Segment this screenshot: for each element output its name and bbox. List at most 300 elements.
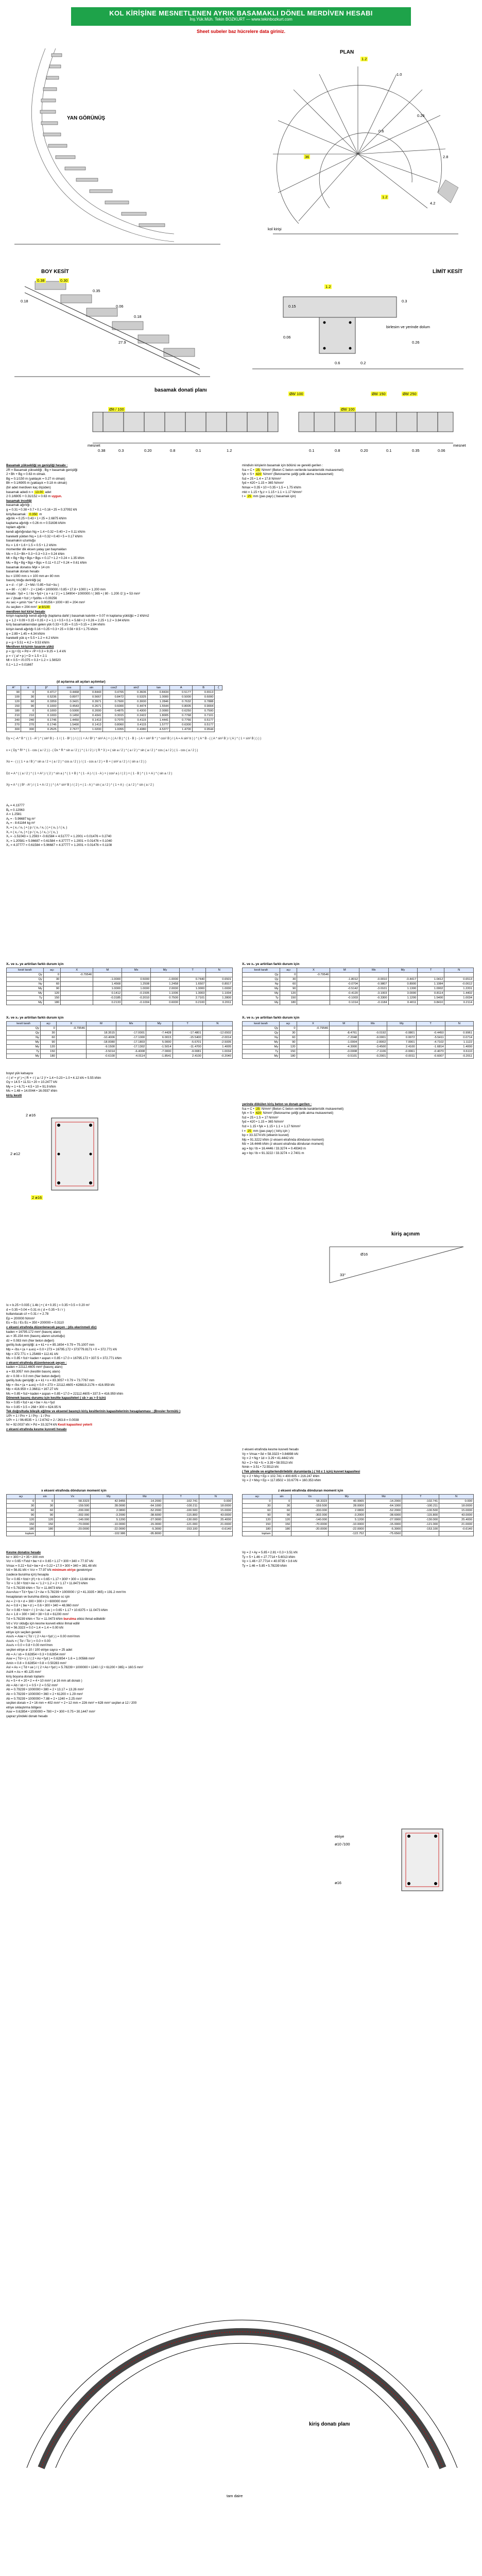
table-cell: 0.1746 — [36, 718, 58, 723]
table-row — [243, 1532, 474, 1536]
table-cell: -64.1000 — [365, 1504, 402, 1509]
calc-line: Td = 5.78239 kNm < Tcr = 11.8473 kNm — [6, 1586, 63, 1590]
kiris-acinim-drawing — [319, 1236, 474, 1293]
table-cell: 0 — [41, 1026, 57, 1031]
calc-line: c ekseni etrafında düzenlenecek peçen : (dis ekerinmeli diz) — [6, 1325, 97, 1329]
calc-line: 2R = Basamak yüksekliği ; Bg = basamak genişliği — [6, 468, 78, 472]
calc-line: Ao = 0.8 • ( bw • d ) = 0.6 • 300 • 340 = 48.960 mm² — [6, 1604, 79, 1608]
table-cell: Ny — [7, 982, 44, 987]
table-cell: 0.1413 — [80, 718, 103, 723]
tbl-c-caption: X₁ ve x₂ ye artirilan farklı durum için — [6, 1016, 64, 1020]
calc-line: Mt = Bg • Bg • Bgs • Bgs = 0.17 • 1.2 • 0.24 = 1.35 kNm — [6, 556, 84, 561]
calc-line: basamak donatı hesabı — [6, 570, 40, 574]
table-cell: -102.741 — [163, 1499, 199, 1504]
calc-line: kiriş boyuna donatı toplamı — [6, 1674, 44, 1679]
table-cell: -0.4120 — [330, 991, 359, 996]
table-cell: 0.7766 — [170, 718, 193, 723]
table-cell: 0.4300 — [125, 709, 148, 714]
donati-tag-a: Ø8 / 100 — [109, 407, 124, 412]
table-header-cell: sin — [272, 1495, 291, 1499]
calc-line: etriye sıklaştırma bölgesi — [6, 1705, 42, 1709]
table-cell: 42.9455 — [91, 1499, 127, 1504]
table-cell: -17.1803 — [116, 1040, 146, 1045]
calc-line: bz = 300 • 2 • 35 • 300 mm — [6, 1555, 44, 1559]
table-cell: -115.800 — [402, 1513, 439, 1518]
calc-line: kirişin kendi ağırlığı 0.16 • 0.25 • 0.3 • 25 = 0.56 • 8.5 • 1.75 kN/m — [6, 627, 98, 631]
table-cell — [330, 1026, 358, 1031]
calc-line: a= √ (bsab • fcd ) • fyd/bs = 0.00256 — [6, 596, 57, 600]
calc-line: Ml = 0.5 • √0.075 = 0.3 • 1.2 = 1.56520 — [6, 658, 61, 663]
calc-line: Mz = 16.4446 kNm (z ekseni etrafında dönduran moment) — [242, 1142, 324, 1146]
calc-line: 1/Pr = 1 / 96.6535 + 1 / 2.6742 = 2 / 263.8 = 0.0038 — [6, 1418, 79, 1422]
calc-line: hareketli yükten Nq = 1.6 • 0.32 • 0.40 • 5 = 0.17 kN/m — [6, 534, 83, 538]
table-cell: 120 — [272, 1518, 291, 1522]
calc-line: (bir adet merdiven kaç ölçüden) — [6, 485, 51, 489]
table-cell: 0.5325 — [125, 695, 148, 700]
table-header-cell: α — [21, 686, 36, 690]
etriye-spec: ø10 /100 — [335, 1842, 350, 1846]
table-cell: Ny — [243, 982, 280, 987]
table-cell — [206, 973, 233, 977]
table-cell: -0.1004 — [122, 1001, 151, 1005]
table-cell: 0.4468 — [58, 690, 80, 695]
table-cell: 1.0000 — [206, 987, 233, 991]
calc-left-1 — [6, 464, 233, 667]
table-cell: -1.0004 — [330, 1040, 358, 1045]
calc-line: 2 0.1/6905 + 0.31/152 = 0.63 m uygun. — [6, 495, 62, 499]
table-cell: 90 — [21, 704, 36, 709]
calc-line: mindivin kirişlerin basamak için bölünü ve gerekli gerilen : — [242, 464, 323, 467]
table-cell: 2.7101 — [179, 996, 205, 1001]
calc-line: 1/Pr = 1 / Prx + 1 / Pry - 1 / Pro — [6, 1414, 50, 1418]
table-cell: 6.0015 — [146, 1036, 173, 1040]
table-cell: -0.0008 — [330, 1049, 358, 1054]
table-cell: -3.0101 — [359, 987, 389, 991]
table-cell: 0.6250 — [170, 709, 193, 714]
table-cell: -0.6140 — [439, 1527, 474, 1532]
table-cell — [297, 1031, 329, 1036]
table-cell: -0.5101 — [330, 1054, 358, 1059]
table-row — [243, 982, 474, 987]
table-cell: 120 — [280, 991, 297, 996]
table-cell: 0.8114 — [418, 991, 444, 996]
donati-j: 1.2 — [227, 448, 232, 453]
calc-line: kullanılacak c/i = 0.31 r = 2.78 — [6, 1312, 49, 1316]
table-row — [243, 1513, 474, 1518]
calc-line: Mp = 416.959 = 2.36811 • 167.27 kN — [6, 1387, 58, 1392]
table-cell: 0.000 — [439, 1499, 474, 1504]
table-cell: 30 — [280, 1031, 297, 1036]
table-cell: 1.0412 — [418, 977, 444, 982]
calc-line: As sec = μmin *ow * d = 0.00256 • 1000 • 80 = 204 mm² — [6, 601, 85, 605]
donati-c: mesnet — [88, 443, 100, 448]
calc-line: Ab = Ab / sb • 1 = 0.5 • 2 = 0.52 mm² — [6, 1683, 58, 1687]
table-cell: 150 — [36, 1522, 55, 1527]
limit-kesit-drawing — [242, 266, 474, 384]
tam-daire-label: tam daire — [227, 2494, 243, 2498]
table-cell: 1.0000 — [179, 987, 205, 991]
table-header-cell: kesit tarafı — [243, 1022, 280, 1026]
table-cell — [61, 996, 93, 1001]
table-cell: 0.4115 — [125, 718, 148, 723]
table-header-row — [7, 1495, 233, 1499]
boyuna-label: ø16 — [335, 1880, 341, 1885]
table-cell: 0.4474 — [125, 704, 148, 709]
table-cell: -0.79546 — [56, 1026, 86, 1031]
table-cell: 60 — [280, 1036, 297, 1040]
table-cell: 60 — [21, 700, 36, 704]
table-cell: 0.2671 — [80, 704, 103, 709]
calc-line: Ty = 1.46 = 5.85 • 5.78239 kNm — [242, 1564, 287, 1568]
table-cell: My — [7, 1040, 41, 1045]
table-header-cell: T — [418, 968, 444, 973]
coef-line: Aᵧ = - 5.96687 kg m² — [6, 817, 36, 821]
table-cell: 4.5377 — [147, 727, 170, 732]
table-header-row — [7, 686, 222, 690]
table-cell: 90 — [36, 1513, 55, 1518]
calc-line: Nz = 2 • Nz • fc = 3.39 • 58.5513 kN — [242, 1461, 292, 1465]
table-cell: 150 — [243, 1522, 272, 1527]
donati-k: 0.1 — [309, 448, 315, 453]
calc-right-3 — [242, 1448, 474, 1483]
table-cell: 0.2422 — [125, 714, 148, 718]
donati-n: 0.1 — [386, 448, 392, 453]
table-header-cell: X — [297, 1022, 329, 1026]
table-row — [243, 1001, 474, 1005]
table-cell: 18.3515 — [86, 1031, 116, 1036]
table-cell: 0.8472 — [102, 695, 125, 700]
calc-line: Ty = 5 • 1.46 = 27.7714 • 5.6013 kNm — [242, 1555, 296, 1559]
table-row — [7, 977, 233, 982]
table-cell: 0.3015 — [102, 714, 125, 718]
table-cell: 1.5544 — [147, 704, 170, 709]
table-cell: My — [7, 1054, 41, 1059]
table-cell: 0.8410 — [418, 1001, 444, 1005]
table-cell: 0.7101 — [192, 714, 215, 718]
table-cell: -200.000 — [55, 1509, 91, 1513]
table-cell: 1.0034 — [444, 996, 474, 1001]
table-cell: 60 — [280, 982, 297, 987]
boy-kesit-drawing — [4, 266, 220, 384]
table-cell: 0.2011 — [206, 1001, 233, 1005]
table-cell: 0.7768 — [170, 714, 193, 718]
table-cell: 1.2508 — [122, 982, 151, 987]
table-header-cell: ζ — [215, 686, 222, 690]
table-header-cell: M — [330, 1022, 358, 1026]
calc-right-4 — [242, 1551, 474, 1568]
plan-dim-d2: 0.6 — [378, 129, 384, 133]
table-cell: 0.8060 — [102, 723, 125, 727]
calc-line: Kesme donatısı hesabı — [6, 1551, 41, 1554]
tbl-e-caption: x ekseni etrafında dönduran moment için — [41, 1489, 107, 1493]
limit-tag-1: Ø8/ 100 — [289, 392, 303, 396]
table-cell: -302.000 — [55, 1513, 91, 1518]
table-cell: -1.6814 — [416, 1045, 445, 1049]
table-cell: -15.0000 — [127, 1522, 163, 1527]
calc-line: Bh = 0.1/6905 m (yaklaşık = 0.18 m olmalı) — [6, 481, 67, 485]
table-header-cell: N — [199, 1495, 232, 1499]
calc-line: kaplama ağırlığı = 0.26 m = 0.51636 kN/m — [6, 521, 66, 525]
table-row — [243, 1040, 474, 1045]
table-cell: -11.4700 — [173, 1045, 202, 1049]
table-cell — [444, 973, 474, 977]
table-header-cell: Mz — [365, 1495, 402, 1499]
angle-table — [6, 685, 222, 732]
table-cell: 0.2000 — [80, 709, 103, 714]
table-cell: 0.4717 — [36, 690, 58, 695]
coef-line: A = 1.2581 — [6, 812, 22, 817]
table-cell — [439, 1532, 474, 1536]
table-cell: My — [243, 1054, 280, 1059]
calc-line: Amin = 0.8 = 0.62854 • 0.8 = 0.50283 mm² — [6, 1661, 66, 1665]
table-cell: -115.800 — [163, 1513, 199, 1518]
table-cell — [297, 982, 330, 987]
calc-line: t = 25 mm (pas payı) ( basamak için) — [242, 495, 296, 499]
kiris-bar2: 2 ø12 — [10, 1151, 21, 1156]
table-header-cell: açı — [7, 1495, 36, 1499]
table-row — [243, 1054, 474, 1059]
table-cell: 0.5177 — [192, 718, 215, 723]
table-cell: 180 — [36, 1527, 55, 1532]
boy-dim-w3: 0.18 — [134, 314, 142, 319]
donati-d: mesnet — [453, 443, 466, 448]
table-cell: 0.8900 — [388, 982, 418, 987]
table-cell: 21.0000 — [199, 1522, 232, 1527]
table-cell: 90 — [43, 987, 60, 991]
plan-dim-d5: 0.26 — [417, 113, 425, 118]
table-row — [7, 1040, 233, 1045]
table-header-cell: N — [202, 1022, 232, 1026]
calc-line: a = 83.3057 mm (kesitlin basınç alanı) — [6, 1369, 60, 1374]
calc-line: Ix = b.25 • 0.035 ( 1.4b ) • ( 4 • 0.35 ) = 0.35 • 0.5 = 0.20 m² — [6, 1303, 90, 1307]
title-bar — [71, 7, 411, 26]
table-cell: -17.0001 — [116, 1031, 146, 1036]
table-cell: 0.7888 — [192, 700, 215, 704]
table-cell: -18.0080 — [86, 1040, 116, 1045]
table-cell: -153.100 — [163, 1527, 199, 1532]
calc-line: (sadece burulma için) hesapla — [6, 1572, 49, 1577]
table-cell: My — [7, 1045, 41, 1049]
limit-dim-e: 0.6 — [335, 361, 340, 365]
table-cell: -17.1302 — [116, 1045, 146, 1049]
table-cell — [297, 977, 330, 982]
table-row — [243, 991, 474, 996]
table-cell: 3.0000 — [388, 991, 418, 996]
table-cell: 0.2133 — [93, 1001, 122, 1005]
calc-line: kiriş basamaklarından gelen yük 0.33 • 0.35 = 0.15 • 0.15 = 2.84 kN/m — [6, 623, 105, 627]
etriye-label: etriye — [335, 1834, 345, 1839]
calc-line: fyk = S • 420 N/mm² (Betonarme çeliği çelik akma mukavemeti) — [242, 472, 334, 477]
table-cell: 30 — [43, 977, 60, 982]
calc-line: Mu = Bg • Bg • Bgs • Bgs = 0.11 • 0.17 • 0.24 = 0.61 kNm — [6, 561, 87, 565]
table-cell: -0.6100 — [86, 1054, 116, 1059]
table-cell: -3.2000 — [329, 1513, 366, 1518]
calc-line: Mp = 372.771 = 1.25469 • 112.41 kN — [6, 1352, 58, 1356]
calc-line: As = 5 • 4 = 20 • 2 = 4 • 10 mm² ( ø 16 mm alt donatı ) — [6, 1679, 82, 1683]
yan-gorunus-label: YAN GÖRÜNÜŞ — [67, 115, 106, 121]
table-cell: Ny — [7, 1036, 41, 1040]
table-cell — [56, 1031, 86, 1036]
table-cell: -0.0010 — [359, 977, 389, 982]
table-header-cell: Mx — [359, 968, 389, 973]
table-cell: 1.3003 — [179, 991, 205, 996]
table-cell — [61, 991, 93, 996]
table-header-cell: T — [416, 1022, 445, 1026]
page-subtitle: İnş.Yük.Müh. Tekin BOZKURT — www.tekinbozkurt.com — [190, 17, 292, 22]
table-header-cell: N — [206, 968, 233, 973]
calc-line: Vd ≤ Vcr olduğu için kesme kuvveti etkisi ihmal edilir — [6, 1621, 80, 1625]
table-cell: -0.6007 — [416, 1054, 445, 1059]
calc-line: Td = 5.78239 kNm < Tcr = 11.0473 kNm burulma etkisi ihmal edilebilir — [6, 1617, 106, 1621]
table-cell: Qy — [7, 1031, 41, 1036]
table-cell — [202, 1026, 232, 1031]
table-cell: -0.9807 — [359, 982, 389, 987]
table-cell: -0.0704 — [330, 982, 359, 987]
calc-line: My = 1 • 6.71 • 4.5 • 10 = 91.9 kNm — [6, 1084, 56, 1089]
table-cell: 1.1006 — [151, 991, 180, 996]
calc-line: Mp = 91.3222 kNm (z ekseni etrafında dönduran moment) — [242, 1138, 324, 1142]
kiris-donati-plani — [10, 1901, 474, 2576]
table-row — [7, 695, 222, 700]
table-cell: -0.3185 — [93, 996, 122, 1001]
table-cell: 2.4100 — [387, 1045, 416, 1049]
calc-line: boyut yük katsayısı — [6, 1072, 33, 1075]
calc-line: Nmax = 0.35 • 10 • 0.35 • 1.5 = 1.75 kN/m — [242, 485, 301, 489]
calc-line: Vd = 56.3323 = 0.0 • 1.4 = 1.4 = 0.00 kN — [6, 1626, 63, 1630]
table-header-cell: kesit tarafı — [243, 968, 280, 973]
calc-line: seçilen etriye ø 10 / 100 etriye sayısı = 25 adet — [6, 1648, 73, 1652]
formula-block — [6, 737, 476, 795]
table-cell: -102.741 — [402, 1499, 439, 1504]
calc-line: p = g + 5.51 = 4.2 = 9.53 kN/m — [6, 640, 49, 645]
table-cell: 0.0072 — [387, 1036, 416, 1040]
table-cell: 270 — [7, 723, 21, 727]
table-row — [243, 1522, 474, 1527]
calc-line: Ab = 0.79239 • 1000000 • 380 = 2 • 13.17 = 13.26 mm² — [6, 1688, 84, 1692]
table-cell: 150 — [7, 1522, 36, 1527]
table-row — [243, 1504, 474, 1509]
table-cell: 0.5000 — [170, 695, 193, 700]
calc-line: basamakın uzunluğu — [6, 539, 36, 543]
table-row — [7, 690, 222, 695]
table-cell: -10.0000 — [91, 1522, 127, 1527]
table-cell: -0.4450 — [416, 1031, 445, 1036]
table-cell: 2.4100 — [173, 1054, 202, 1059]
table-cell: -102.986 — [91, 1532, 127, 1536]
table-cell: 60 — [7, 1509, 36, 1513]
table-cell — [297, 1049, 329, 1054]
table-cell: 270 — [21, 723, 36, 727]
calc-line: Mp = √bs • (a + a.es) = 0.0 • 273 = 16795.172 • 373779.8171 • 0 = 372.771 kN — [6, 1347, 117, 1351]
table-cell: -22.0000 — [91, 1527, 127, 1532]
calc-line: Mp = √bs • (a + a.es) = 0.0 = 273 = 22112.4605 • 428819.2176 = 416.959 kN — [6, 1383, 115, 1387]
boy-dim-h2: 0.30 — [60, 278, 68, 283]
calc-right-2 — [242, 1103, 474, 1156]
calc-line: Nr = 92.0037 kN > Pd = 33.3274 kN Kesit kapasitesi yeterli — [6, 1423, 93, 1427]
calc-line: Ku = 1.6 • 1.6 • 1.5 = 0.5 • 1.2 kN/m — [6, 543, 57, 547]
table-cell: 0.5177 — [170, 690, 193, 695]
table-header-cell: açı — [280, 968, 297, 973]
table-cell: 0.5177 — [192, 723, 215, 727]
table-header-cell: T — [179, 968, 205, 973]
calc-line: Mx = 0.3 • Bh • 0.3 • 0.3 • 0.3 = 0.24 kNm — [6, 552, 65, 556]
calc-line: fcd = 25 • 1.5 = 17 N/mm² — [242, 1115, 279, 1120]
calc-line: geriliş bulu genişliği: a = k1 • x = 85.1654 • 0.79 = 75.1007 mm — [6, 1343, 95, 1347]
boy-kesit-label: BOY KESİT — [41, 269, 69, 275]
calc-line: hesabı : fyd = 1 / bs • fyd • ( a + a / 2 ) = 1.54904 • 1000000 / ( 365 • ( 80 - 1.200 /2 )) = 53 mm² — [6, 592, 141, 596]
table-cell: 0.3971 — [80, 700, 103, 704]
table-cell: 0.6000 — [151, 1001, 180, 1005]
calc-line: Tcr = 0.65 • fctd • (t²) • b = 0.65 • 1.17 • 300² • 300 = 13.68 kNm — [6, 1577, 96, 1581]
calc-line: basamak inceliği — [6, 499, 32, 503]
table-cell: 25.4000 — [199, 1518, 232, 1522]
calc-line: Ab = 0.79239 • 1000000 • 360 = 2 • 61200 = 1.29 mm² — [6, 1692, 83, 1696]
table-cell: -0.0192 — [358, 1031, 387, 1036]
calc-line: as = 35.154 mm (basınç alanın uzunluğu) — [6, 1334, 65, 1338]
kiris-kesit-drawing — [21, 1108, 124, 1200]
table-cell: 0 — [280, 973, 297, 977]
table-cell: -0.79546 — [297, 1026, 329, 1031]
donati-o: 0.35 — [412, 448, 420, 453]
table-cell: -0.0061 — [387, 1049, 416, 1054]
table-cell: 0.7070 — [102, 718, 125, 723]
limit-dim-b: 0.3 — [402, 299, 407, 303]
coef-line: Bᵧ = 0.12963 — [6, 808, 25, 812]
table-cell: 0 — [36, 1499, 55, 1504]
table-cell — [122, 973, 151, 977]
calc-line: Vd = 56.81 kN < Vcr = 77.97 kN minimum etriye gerekmiyor — [6, 1568, 93, 1572]
calc-line: Merdiven kirişinin tasarım yükü — [6, 645, 54, 649]
calc-line: Basamak yüksekliği ve genişliği hesabı : — [6, 464, 68, 467]
calc-line: Vy = 2 • Mxy • Ep = 117.8502 = 33.6776 = 160.353 kNm — [242, 1479, 321, 1483]
table-cell: 0.6501 — [206, 977, 233, 982]
kiris-donati-plani-label: kiriş donatı planı — [309, 2421, 350, 2427]
table-cell: 0.5667 — [80, 695, 103, 700]
table-cell — [61, 1001, 93, 1005]
table-cell: 150 — [280, 996, 297, 1001]
table-header-cell: My — [151, 968, 180, 973]
table-header-cell: X — [56, 1022, 86, 1026]
table-cell: 0.7600 — [102, 700, 125, 704]
table-row — [7, 1049, 233, 1054]
calc-line: seçilen donatı = 2 • 16 mm = 402 mm² + 2 • 12 mm = 226 mm² = 628 mm² seçilen ø 12 / 200 — [6, 1701, 137, 1705]
table-cell: 60 — [41, 1036, 57, 1040]
table-cell: -100.500 — [402, 1509, 439, 1513]
calc-line: bu = 1000 mm s = 100 mm ø= 80 mm — [6, 574, 60, 578]
table-header-cell: kesit tarafı — [7, 968, 44, 973]
calc-line: basamak adedi n = 13.00 adet — [6, 490, 51, 494]
table-cell: 0.1412 — [93, 991, 122, 996]
table-cell: 60 — [43, 982, 60, 987]
table-row — [7, 1527, 233, 1532]
table-cell: 0.6300 — [170, 723, 193, 727]
table-cell: 60 — [272, 1509, 291, 1513]
table-cell: -6.4008 — [116, 1049, 146, 1054]
calc-line: p = √ ( a² • p ) • D = 1.5 = 2.1 — [6, 654, 47, 658]
table-cell: Qy — [7, 977, 44, 982]
table-cell: -7.2048 — [330, 1036, 358, 1040]
calc-line: Tcr = 0.65 • fctd • √ ( 3 • Ac / ue ) = 0.65 • 1.17 • 10.6375 = 11.0473 kNm — [6, 1608, 108, 1612]
limit-tag-2: Ø8/ 150 — [372, 392, 386, 396]
table-row — [7, 1518, 233, 1522]
table-cell: 100 — [7, 695, 21, 700]
calc-line: toplam ağırlık : — [6, 526, 27, 530]
table-cell: 15.0000 — [199, 1509, 232, 1513]
table-cell: 1.0200 — [80, 727, 103, 732]
table-cell: -3.2000 — [91, 1513, 127, 1518]
table-cell: 0.8005 — [170, 704, 193, 709]
calc-line: Nx = 0.85 • 3.5 = 268 • 300 = 624.95 N — [6, 1405, 61, 1409]
